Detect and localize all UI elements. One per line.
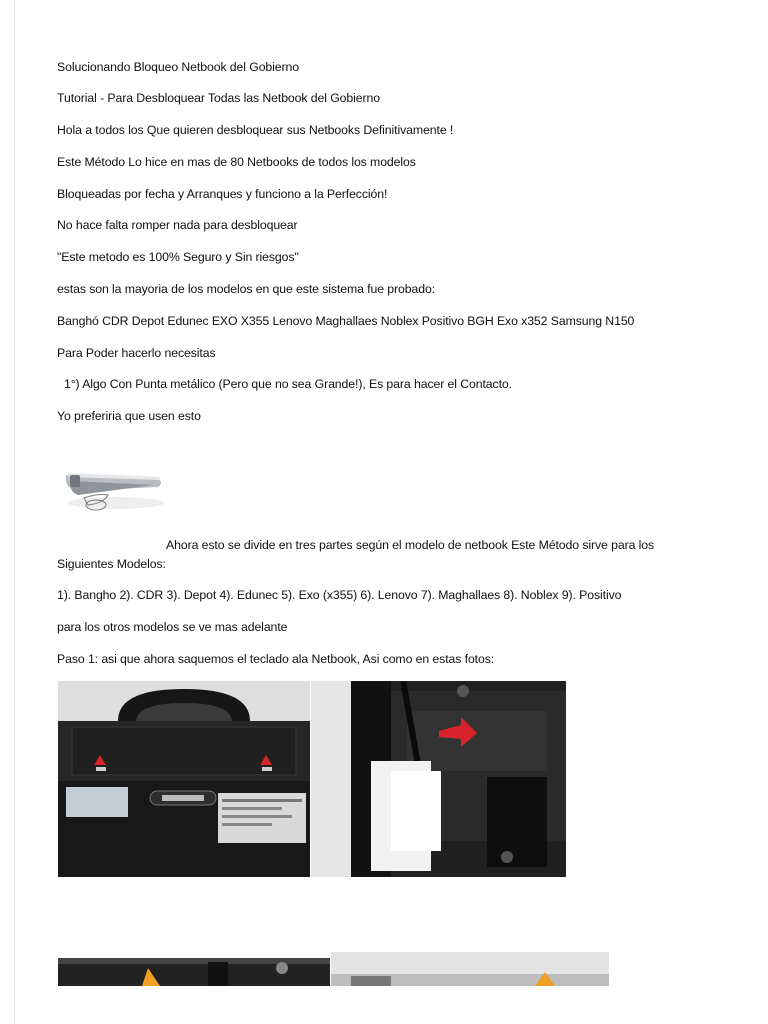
models-intro-text: estas son la mayoria de los modelos en que este sistema fue probado: [57, 282, 436, 296]
page-edge [14, 0, 15, 1024]
safe-quote-text: "Este metodo es 100% Seguro y Sin riesgos" [57, 250, 299, 264]
keyboard-removal-photo-right [331, 952, 609, 986]
step1-text: Paso 1: asi que ahora saquemos el teclado ala Netbook, Asi como en estas fotos: [57, 652, 495, 666]
doc-title: Solucionando Bloqueo Netbook del Gobierno [57, 60, 300, 74]
need-item-1-text: 1°) Algo Con Punta metálico (Pero que no sea Grande!), Es para hacer el Contacto. [64, 377, 512, 391]
keyboard-removal-photo-left [58, 958, 330, 986]
divide-cont-text: Siguientes Modelos: [57, 557, 166, 571]
other-models-text: para los otros modelos se ve mas adelante [57, 620, 288, 634]
doc-subtitle: Tutorial - Para Desbloquear Todas las Netbook del Gobierno [57, 91, 380, 105]
keyboard-connector-photo [311, 681, 566, 877]
models-list-text: Banghó CDR Depot Edunec EXO X355 Lenovo Maghallaes Noblex Positivo BGH Exo x352 Samsung N150 [57, 314, 635, 328]
greeting-text: Hola a todos los Que quieren desbloquear sus Netbooks Definitivamente ! [57, 123, 454, 137]
preference-text: Yo preferiria que usen esto [57, 409, 201, 423]
need-intro-text: Para Poder hacerlo necesitas [57, 346, 216, 360]
numbered-models-text: 1). Bangho 2). CDR 3). Depot 4). Edunec 5). Exo (x355) 6). Lenovo 7). Maghallaes 8). Noblex 9). Positivo [57, 588, 622, 602]
no-break-text: No hace falta romper nada para desbloquear [57, 218, 298, 232]
divide-text: Ahora esto se divide en tres partes según el modelo de netbook Este Método sirve para los [166, 538, 655, 552]
claim-text: Este Método Lo hice en mas de 80 Netbooks de todos los modelos [57, 155, 416, 169]
netbook-battery-bay-photo [58, 681, 310, 877]
nail-clipper-photo [58, 435, 168, 517]
claim-cont-text: Bloqueadas por fecha y Arranques y funciono a la Perfección! [57, 187, 388, 201]
